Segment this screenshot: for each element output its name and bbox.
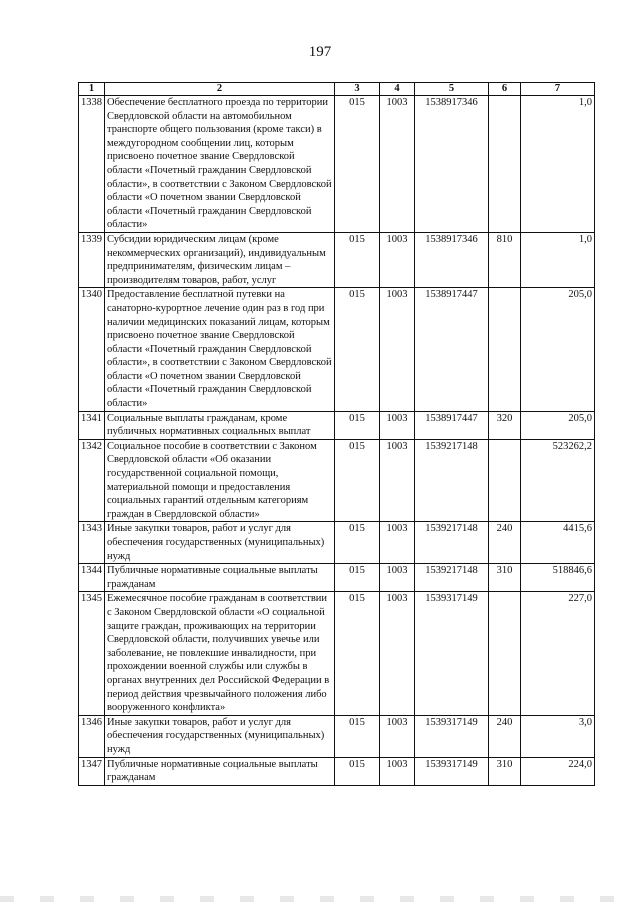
table-row [79, 439, 595, 522]
table-row [79, 715, 595, 757]
section-code: 1003 [380, 232, 415, 287]
header-row [79, 83, 595, 96]
budget-table [78, 82, 595, 786]
row-number: 1343 [79, 522, 105, 564]
table-row [79, 411, 595, 439]
page-number: 197 [308, 44, 332, 60]
table-row [79, 288, 595, 411]
table-row [79, 757, 595, 785]
column-header: 3 [335, 83, 380, 96]
scan-artifact [0, 896, 640, 902]
row-description: Социальные выплаты гражданам, кроме публичных нормативных социальных выплат [105, 411, 335, 439]
target-article-code: 1538917346 [415, 232, 489, 287]
column-header: 6 [489, 83, 521, 96]
table-row [79, 96, 595, 233]
amount-value: 205,0 [521, 411, 595, 439]
row-number: 1345 [79, 592, 105, 715]
ministry-code: 015 [335, 522, 380, 564]
row-number: 1341 [79, 411, 105, 439]
row-number: 1339 [79, 232, 105, 287]
table-row [79, 232, 595, 287]
target-article-code: 1539317149 [415, 757, 489, 785]
row-description: Субсидии юридическим лицам (кроме некоммерческих организаций), индивидуальным предпринимателям, физическим лицам – производителям товаров, работ, услуг [105, 232, 335, 287]
amount-value: 224,0 [521, 757, 595, 785]
amount-value: 518846,6 [521, 564, 595, 592]
expense-type-code [489, 592, 521, 715]
expense-type-code: 310 [489, 564, 521, 592]
section-code: 1003 [380, 439, 415, 522]
section-code: 1003 [380, 564, 415, 592]
target-article-code: 1539217148 [415, 439, 489, 522]
row-number: 1344 [79, 564, 105, 592]
row-number: 1342 [79, 439, 105, 522]
row-description: Социальное пособие в соответствии с Законом Свердловской области «Об оказании государственной социальной помощи, материальной помощи и предоставления социальных гарантий отдельным категориям граждан в Свердловской области» [105, 439, 335, 522]
amount-value: 523262,2 [521, 439, 595, 522]
target-article-code: 1538917346 [415, 96, 489, 233]
ministry-code: 015 [335, 757, 380, 785]
amount-value: 205,0 [521, 288, 595, 411]
ministry-code: 015 [335, 232, 380, 287]
target-article-code: 1538917447 [415, 288, 489, 411]
section-code: 1003 [380, 288, 415, 411]
section-code: 1003 [380, 96, 415, 233]
amount-value: 3,0 [521, 715, 595, 757]
table-body [79, 96, 595, 786]
ministry-code: 015 [335, 715, 380, 757]
row-description: Публичные нормативные социальные выплаты гражданам [105, 757, 335, 785]
amount-value: 1,0 [521, 232, 595, 287]
ministry-code: 015 [335, 439, 380, 522]
row-description: Обеспечение бесплатного проезда по территории Свердловской области на автомобильном транспорте общего пользования (кроме такси) в междугородном сообщении лиц, которым присвоено почетное звание Свердловской области «Почетный гражданин Свердловской области», в соответствии с Законом Свердловской области «О почетном звании Свердловской области «Почетный гражданин Свердловской области» [105, 96, 335, 233]
amount-value: 4415,6 [521, 522, 595, 564]
section-code: 1003 [380, 715, 415, 757]
section-code: 1003 [380, 411, 415, 439]
target-article-code: 1539317149 [415, 592, 489, 715]
expense-type-code: 240 [489, 522, 521, 564]
amount-value: 227,0 [521, 592, 595, 715]
column-header: 5 [415, 83, 489, 96]
target-article-code: 1539217148 [415, 522, 489, 564]
table-row [79, 592, 595, 715]
column-header: 4 [380, 83, 415, 96]
row-description: Предоставление бесплатной путевки на санаторно-курортное лечение один раз в год при наличии медицинских показаний лицам, которым присвоено почетное звание Свердловской области «Почетный гражданин Свердловской области», в соответствии с Законом Свердловской области «О почетном звании Свердловской области «Почетный гражданин Свердловской области» [105, 288, 335, 411]
expense-type-code: 810 [489, 232, 521, 287]
row-description: Ежемесячное пособие гражданам в соответствии с Законом Свердловской области «О социальной защите граждан, проживающих на территории Свердловской области, получивших увечье или заболевание, не повлекшие инвалидности, при прохождении военной службы или службы в органах внутренних дел Российской Федерации в период действия чрезвычайного положения либо вооруженного конфликта» [105, 592, 335, 715]
expense-type-code [489, 288, 521, 411]
ministry-code: 015 [335, 564, 380, 592]
section-code: 1003 [380, 522, 415, 564]
expense-type-code: 310 [489, 757, 521, 785]
column-header: 1 [79, 83, 105, 96]
target-article-code: 1539317149 [415, 715, 489, 757]
section-code: 1003 [380, 592, 415, 715]
column-header: 2 [105, 83, 335, 96]
row-description: Публичные нормативные социальные выплаты гражданам [105, 564, 335, 592]
table-row [79, 522, 595, 564]
ministry-code: 015 [335, 288, 380, 411]
row-number: 1346 [79, 715, 105, 757]
row-description: Иные закупки товаров, работ и услуг для обеспечения государственных (муниципальных) нужд [105, 522, 335, 564]
row-number: 1338 [79, 96, 105, 233]
amount-value: 1,0 [521, 96, 595, 233]
target-article-code: 1539217148 [415, 564, 489, 592]
ministry-code: 015 [335, 411, 380, 439]
ministry-code: 015 [335, 592, 380, 715]
column-header: 7 [521, 83, 595, 96]
target-article-code: 1538917447 [415, 411, 489, 439]
expense-type-code [489, 439, 521, 522]
expense-type-code [489, 96, 521, 233]
row-description: Иные закупки товаров, работ и услуг для обеспечения государственных (муниципальных) нужд [105, 715, 335, 757]
row-number: 1340 [79, 288, 105, 411]
row-number: 1347 [79, 757, 105, 785]
ministry-code: 015 [335, 96, 380, 233]
section-code: 1003 [380, 757, 415, 785]
expense-type-code: 320 [489, 411, 521, 439]
table-row [79, 564, 595, 592]
expense-type-code: 240 [489, 715, 521, 757]
